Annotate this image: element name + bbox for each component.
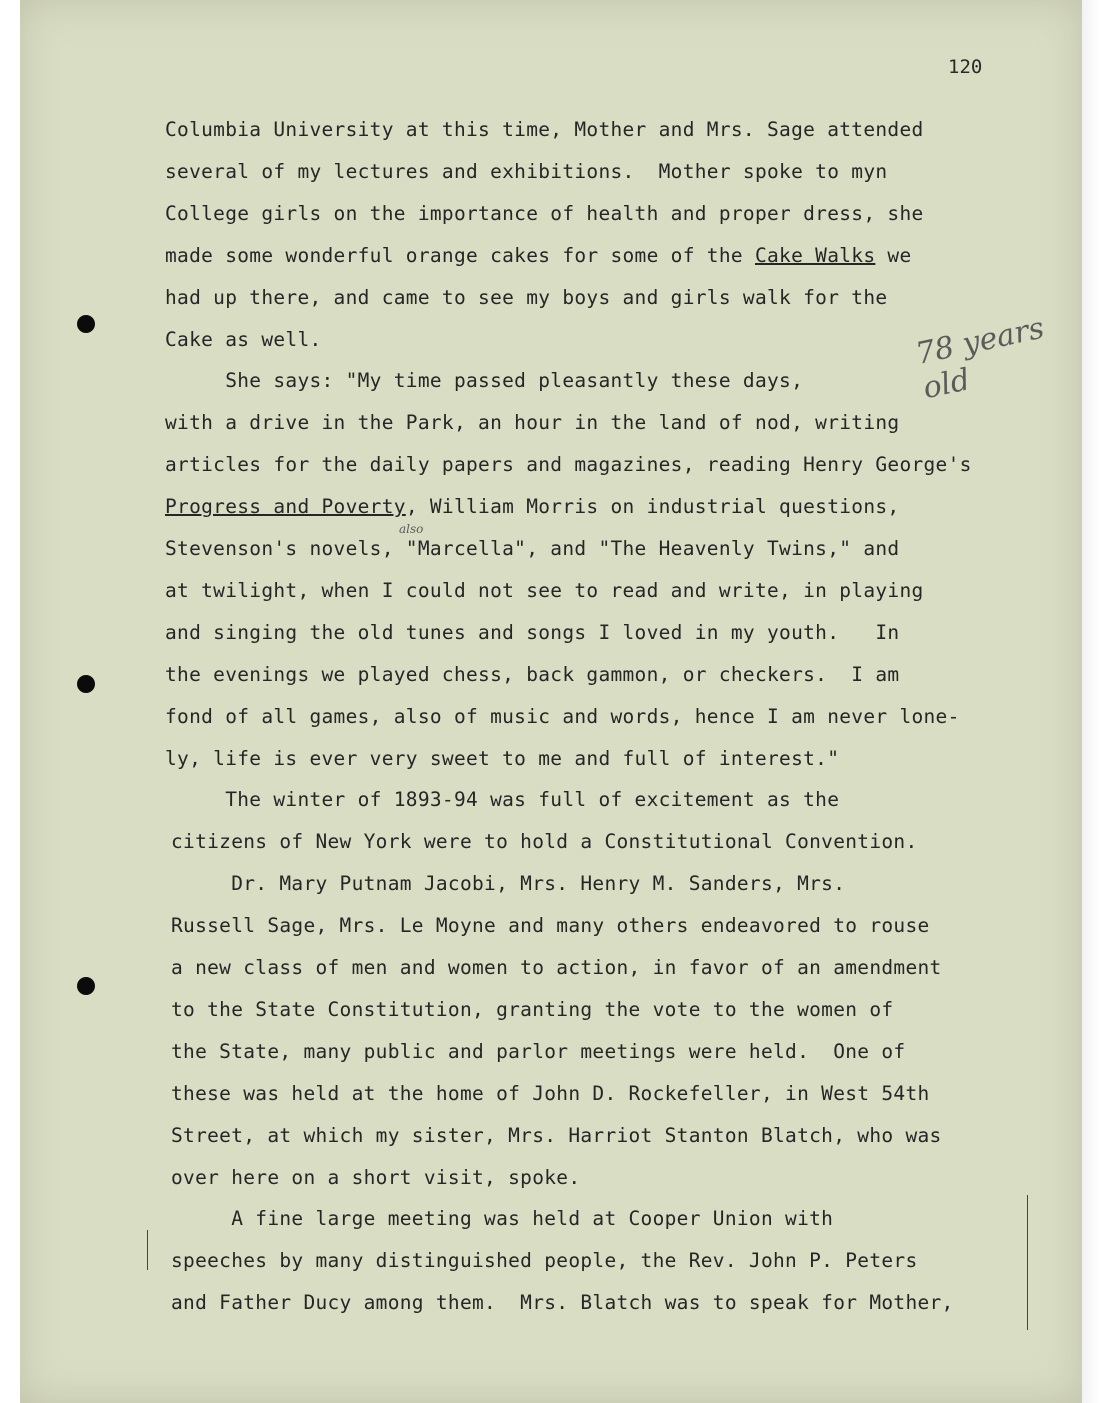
text-line xyxy=(165,495,899,518)
underlined-title: Cake Walks xyxy=(754,243,876,267)
text-segment: we xyxy=(875,243,912,267)
text-line: articles for the daily papers and magazines, reading Henry George's xyxy=(165,453,972,477)
text-line: over here on a short visit, spoke. xyxy=(171,1165,581,1189)
text-line: had up there, and came to see my boys and girls walk for the xyxy=(165,285,888,309)
punch-hole xyxy=(77,977,95,995)
underlined-title: Progress and Poverty xyxy=(165,495,406,519)
text-line: the evenings we played chess, back gammon, or checkers. I am xyxy=(165,662,900,686)
insert-note: also xyxy=(399,522,424,536)
text-line: fond of all games, also of music and words, hence I am never lone- xyxy=(165,704,960,728)
text-line: a new class of men and women to action, in favor of an amendment xyxy=(171,956,942,979)
margin-bracket xyxy=(147,1230,148,1270)
text-line: several of my lectures and exhibitions. Mother spoke to myn xyxy=(165,159,888,183)
text-line: Street, at which my sister, Mrs. Harriot Stanton Blatch, who was xyxy=(171,1123,942,1147)
text-line: ly, life is ever very sweet to me and full of interest." xyxy=(165,746,840,770)
punch-hole xyxy=(77,675,95,693)
text-line: Dr. Mary Putnam Jacobi, Mrs. Henry M. Sanders, Mrs. xyxy=(171,872,846,896)
text-line: The winter of 1893-94 was full of excitement as the xyxy=(165,788,840,812)
page-edge xyxy=(1082,0,1100,1403)
page-number: 120 xyxy=(948,56,983,78)
margin-bracket xyxy=(1027,1195,1028,1330)
text-line: at twilight, when I could not see to read and write, in playing xyxy=(165,578,924,602)
text-segment: made some wonderful orange cakes for some of the xyxy=(165,243,755,267)
text-line: and singing the old tunes and songs I loved in my youth. In xyxy=(165,620,900,644)
text-line xyxy=(165,244,912,267)
text-line: and Father Ducy among them. Mrs. Blatch was to speak for Mother, xyxy=(171,1291,954,1315)
text-line: the State, many public and parlor meetings were held. One of xyxy=(171,1039,906,1063)
punch-hole xyxy=(77,315,95,333)
margin-note: 78 years old xyxy=(912,310,1048,407)
text-line: Cake as well. xyxy=(165,327,322,351)
text-line: Columbia University at this time, Mother and Mrs. Sage attended xyxy=(165,118,924,141)
text-line: citizens of New York were to hold a Constitutional Convention. xyxy=(171,830,918,854)
text-line: these was held at the home of John D. Rockefeller, in West 54th xyxy=(171,1081,930,1105)
text-line: Russell Sage, Mrs. Le Moyne and many others endeavored to rouse xyxy=(171,914,930,938)
text-line: Stevenson's novels, "Marcella", and "The Heavenly Twins," and xyxy=(165,537,900,560)
text-line: to the State Constitution, granting the vote to the women of xyxy=(171,997,894,1021)
text-segment: , William Morris on industrial questions, xyxy=(405,495,900,519)
text-line: She says: "My time passed pleasantly these days, xyxy=(165,369,804,393)
text-line: College girls on the importance of health and proper dress, she xyxy=(165,201,924,225)
text-line: speeches by many distinguished people, the Rev. John P. Peters xyxy=(171,1249,918,1273)
text-line: with a drive in the Park, an hour in the land of nod, writing xyxy=(165,411,900,435)
text-line: A fine large meeting was held at Cooper Union with xyxy=(171,1207,834,1231)
